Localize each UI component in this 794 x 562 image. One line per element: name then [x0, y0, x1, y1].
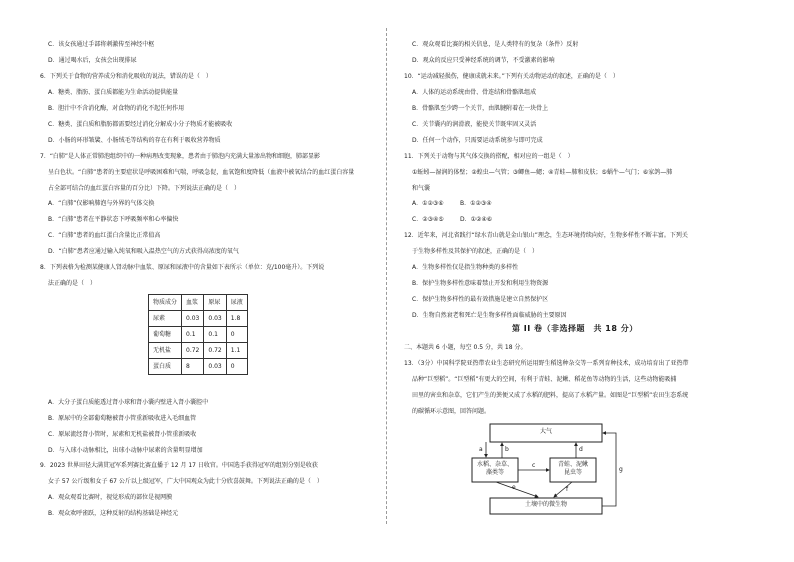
q8-option-c: C．原尿流经肾小管时，尿素和无机盐被肾小管重新吸收 — [48, 431, 197, 438]
consumers-label-line: 昆虫等 — [563, 469, 582, 476]
decomposers-label: 土壤中的微生物 — [524, 501, 567, 508]
q6-option-b: B．胆汁中不含消化酶，对食物的消化不起任何作用 — [48, 105, 185, 112]
table-row — [149, 359, 248, 375]
table-header-row — [149, 295, 248, 311]
q9-option-c: C．观众观看比赛的相关信息，是人类特有的复杂（条件）反射 — [412, 41, 579, 48]
q8-option-a: A．大分子蛋白质能透过肾小球和肾小囊内壁进入肾小囊腔中 — [48, 399, 209, 406]
table-cell: 0 — [226, 327, 247, 343]
part2-title: 第 II 卷（非选择题 共 18 分） — [512, 324, 638, 333]
table-cell: 0.03 — [204, 311, 226, 327]
table-cell: 0.1 — [182, 327, 204, 343]
table-cell: 无机盐 — [149, 343, 182, 359]
q11-items-line: ①蚯蚓—湿润的体壁；②蝗虫—气管；③鲫鱼—鳃；④青蛙—肺和皮肤；⑤蜗牛—气门；⑥家鸽—肺 — [412, 169, 673, 176]
q11-stem: 11．下列关于动物与其气体交换的搭配，相对应的一组是（ ） — [404, 153, 574, 160]
q10-option-b: B．骨骼肌至少跨一个关节，由肌腱附着在一块骨上 — [412, 105, 549, 112]
arrow-label-e: e — [512, 484, 516, 491]
arrow-label-a: a — [479, 446, 483, 453]
q10-stem: 10．“运动减轻损伤，健康成就未来。”下列有关动物运动的叙述，正确的是（ ） — [404, 73, 619, 80]
producers-label-line: 水稻、杂草、 — [476, 461, 513, 468]
q9-option-d: D．观众的反应只受神经系统的调节，不受激素的影响 — [412, 57, 555, 64]
q13-stem-line: 品种“巨型稻”。“巨型稻”有更大的空间，有利于青蛙、泥鳅、稻花鱼等动物的生活，这些动物能吸捕 — [412, 376, 677, 383]
table-header-cell: 尿液 — [226, 295, 247, 311]
table-cell: 0.1 — [204, 327, 226, 343]
table-cell: 0.72 — [204, 343, 226, 359]
q7-stem-line: 占全部可结合的血红蛋白容量的百分比）下降。下列说法正确的是（ ） — [48, 185, 241, 192]
q10-option-c: C．关节囊内的润滑液，能使关节既牢固又灵活 — [412, 121, 537, 128]
q13-stem-line: 田里的害虫和杂草，它们产生的粪便又成了水稻的肥料，提高了水稻产量。如图是“巨型稻”农田生态系统 — [412, 392, 689, 399]
q7-option-a: A．“白肺”仅影响肺泡与外界的气体交换 — [48, 200, 155, 207]
q12-stem-line: 12．近年来，河北省践行“绿水青山就是金山银山”理念，生态环境持续向好，生物多样性不断丰富。下列关 — [404, 232, 688, 239]
table-cell: 尿素 — [149, 311, 182, 327]
q5-option-d: D．通过喝水后，女孩会出现排尿 — [48, 57, 137, 64]
table-cell: 葡萄糖 — [149, 327, 182, 343]
q7-option-c: C．“白肺”患者的血红蛋白含量比正常值高 — [48, 232, 161, 239]
q9-option-b: B．观众欢呼雀跃，这种反射的结构基础是神经元 — [48, 510, 179, 517]
arrow-f — [554, 482, 572, 497]
table-header-cell: 物质成分 — [149, 295, 182, 311]
q6-option-c: C．糖类、蛋白质和脂肪都需要经过消化分解成小分子物质才能被吸收 — [48, 121, 233, 128]
q8-stem-line: 8．下列表格为检测某健康人肾动脉中血浆、原尿和尿液中的含量如下表所示（单位：克/100毫升）。下列说 — [40, 264, 325, 271]
arrow-label-d: d — [579, 446, 583, 453]
arrow-label-f: f — [566, 486, 569, 493]
carbon-cycle-diagram — [466, 420, 642, 520]
q11-items-line: 和气囊 — [412, 185, 431, 192]
q6-stem: 6．下列关于食物的营养成分和消化吸收的说法，错误的是（ ） — [40, 73, 212, 80]
table-cell: 0.03 — [204, 359, 226, 375]
q10-option-d: D．任何一个动作，只需要运动系统参与即可完成 — [412, 137, 543, 144]
q8-option-b: B．原尿中的全部葡萄糖被肾小管重新吸收进入毛细血管 — [48, 415, 197, 422]
table-cell: 1.1 — [226, 343, 247, 359]
q6-option-a: A．糖类、脂肪、蛋白质都能为生命活动提供能量 — [48, 89, 179, 96]
table-header-cell: 血浆 — [182, 295, 204, 311]
arrow-label-g: g — [619, 466, 623, 473]
consumers-label-line: 青蛙、泥鳅 — [557, 461, 588, 468]
table-cell: 0.03 — [182, 311, 204, 327]
arrow-label-c: c — [532, 462, 536, 469]
q8-stem-line: 法正确的是（ ） — [48, 280, 97, 287]
arrow-e — [496, 482, 538, 497]
q11-option-d: D．①②④⑥ — [460, 216, 493, 223]
q12-stem-line: 于生物多样性及其保护的叙述，正确的是（ ） — [412, 248, 539, 255]
q12-option-b: B．保护生物多样性意味着禁止开发和利用生物资源 — [412, 280, 549, 287]
q12-option-d: D．生物自然衰老和死亡是生物多样性面临威胁的主要原因 — [412, 312, 567, 319]
q13-stem-line: 13．（3分）中国科学院亚热带农业生态研究所运用野生稻选种杂交等一系列育种技术，成功培育出了亚热带 — [404, 360, 689, 367]
q9-option-a: A．观众观看比赛时，视觉形成的部位是视网膜 — [48, 494, 173, 501]
q7-stem-line: 7．“白肺”是人体正常肺泡组织中的一种病理改变现象，患者由于肺泡内充满大量渗出物和细胞，肺部显影 — [40, 153, 321, 160]
table-cell: 0.72 — [182, 343, 204, 359]
q12-option-a: A．生物多样性仅是指生物种类的多样性 — [412, 264, 519, 271]
table-row — [149, 327, 248, 343]
q7-option-b: B．“白肺”患者在平静状态下呼吸频率和心率偏快 — [48, 216, 179, 223]
q6-option-d: D．小肠的环形皱襞、小肠绒毛等结构的存在有利于吸收营养物质 — [48, 137, 221, 144]
q11-option-c: C．②③④⑤ — [412, 216, 444, 223]
q12-option-c: C．保护生物多样性的最有效措施是建立自然保护区 — [412, 296, 549, 303]
q5-option-c: C．该女孩通过手部将刺激传至神经中枢 — [48, 41, 155, 48]
atmosphere-label: 大气 — [539, 428, 552, 435]
arrow-label-b: b — [505, 446, 509, 453]
part2-note: 二、本题共 6 小题，每空 0.5 分，共 18 分。 — [404, 344, 527, 351]
q13-stem-line: 的碳循环示意图，回答问题。 — [412, 408, 491, 415]
column-divider — [386, 28, 387, 524]
q9-stem-line: 女子 57 公斤级和女子 67 公斤以上级冠军，广大中国观众为此十分欣喜鼓舞。下列说法正确的是（ ） — [48, 478, 323, 485]
q8-option-d: D．与入球小动脉相比，出球小动脉中尿素的含量明显增加 — [48, 447, 203, 454]
producers-label-line: 藻类等 — [485, 469, 504, 476]
table-row — [149, 343, 248, 359]
table-header-cell: 原尿 — [204, 295, 226, 311]
table-row — [149, 311, 248, 327]
q7-stem-line: 呈白色状。“白肺”患者的主要症状是呼吸困难和气喘，呼吸急促，血氧饱和度降低（血液中被氧结合的血红蛋白容量 — [48, 169, 355, 176]
q9-stem-line: 9．2023 世界田径大满贯冠军系列赛比赛直播于 12 月 17 日收官。中国选手获得冠军的组别分别是收获 — [40, 462, 318, 469]
table-cell: 蛋白质 — [149, 359, 182, 375]
table-cell: 1.8 — [226, 311, 247, 327]
q11-option-b: B．①②③④ — [460, 200, 492, 207]
q8-data-table — [148, 294, 248, 375]
table-cell: 8 — [182, 359, 204, 375]
q10-option-a: A．人体的运动系统由骨、骨连结和骨骼肌组成 — [412, 89, 537, 96]
q11-option-a: A．①②③⑥ — [412, 200, 444, 207]
table-cell: 0 — [226, 359, 247, 375]
q7-option-d: D．“白肺”患者应通过输入纯氧和吸入温热空气的方式获得高浓度的氧气 — [48, 248, 239, 255]
arrow-g — [602, 433, 616, 506]
